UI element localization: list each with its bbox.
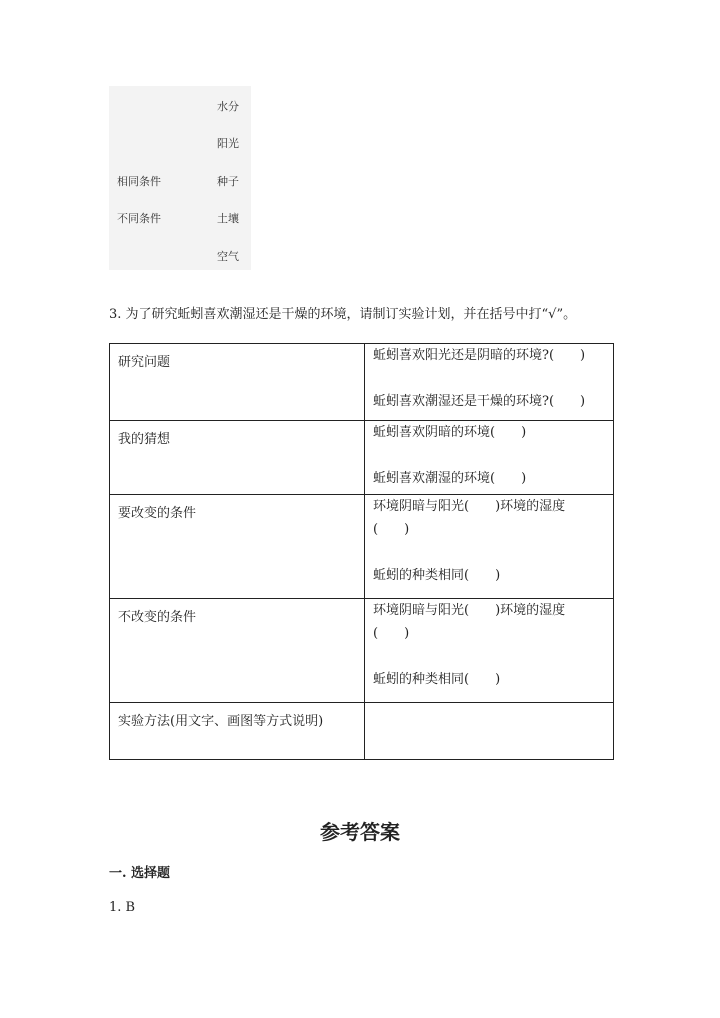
cell-line: 蚯蚓喜欢阳光还是阴暗的环境?( ) xyxy=(373,348,586,363)
cell-line: 蚯蚓喜欢潮湿的环境( ) xyxy=(373,471,527,486)
right-label-water: 水分 xyxy=(217,100,239,113)
table-row xyxy=(110,599,614,703)
cell-line: 蚯蚓喜欢潮湿还是干燥的环境?( ) xyxy=(373,394,586,409)
row-content xyxy=(365,421,614,495)
cell-line xyxy=(373,645,605,668)
table-row xyxy=(110,421,614,495)
cell-line xyxy=(373,541,605,564)
row-label: 我的猜想 xyxy=(110,421,365,495)
row-label: 研究问题 xyxy=(110,344,365,421)
cell-line: 蚯蚓的种类相同( ) xyxy=(373,672,501,687)
table-row xyxy=(110,703,614,760)
cell-line xyxy=(373,367,605,390)
cell-line xyxy=(373,444,605,467)
table-row xyxy=(110,495,614,599)
row-content xyxy=(365,344,614,421)
left-label-different-conditions: 不同条件 xyxy=(117,212,161,225)
cell-line: 蚯蚓的种类相同( ) xyxy=(373,568,501,583)
experiment-plan-table xyxy=(109,343,614,760)
cell-line: ( ) xyxy=(373,626,410,641)
row-content xyxy=(365,495,614,599)
cell-line: ( ) xyxy=(373,522,410,537)
row-label: 实验方法(用文字、画图等方式说明) xyxy=(110,703,365,760)
row-label: 要改变的条件 xyxy=(110,495,365,599)
section-heading: 一. 选择题 xyxy=(109,866,171,881)
answer-item: 1. B xyxy=(109,900,136,915)
question-3-text: 3. 为了研究蚯蚓喜欢潮湿还是干燥的环境，请制订实验计划，并在括号中打“√”。 xyxy=(109,307,577,322)
experiment-method-answer-cell[interactable] xyxy=(365,703,614,760)
right-label-seed: 种子 xyxy=(217,175,239,188)
table-row xyxy=(110,344,614,421)
cell-line: 环境阴暗与阳光( )环境的湿度 xyxy=(373,499,566,514)
answers-title: 参考答案 xyxy=(320,820,400,844)
right-label-soil: 土壤 xyxy=(217,212,239,225)
left-label-same-conditions: 相同条件 xyxy=(117,175,161,188)
condition-image xyxy=(109,86,251,270)
cell-line: 环境阴暗与阳光( )环境的湿度 xyxy=(373,603,566,618)
row-content xyxy=(365,599,614,703)
cell-line: 蚯蚓喜欢阴暗的环境( ) xyxy=(373,425,527,440)
right-label-air: 空气 xyxy=(217,250,239,263)
row-label: 不改变的条件 xyxy=(110,599,365,703)
right-label-sunlight: 阳光 xyxy=(217,137,239,150)
